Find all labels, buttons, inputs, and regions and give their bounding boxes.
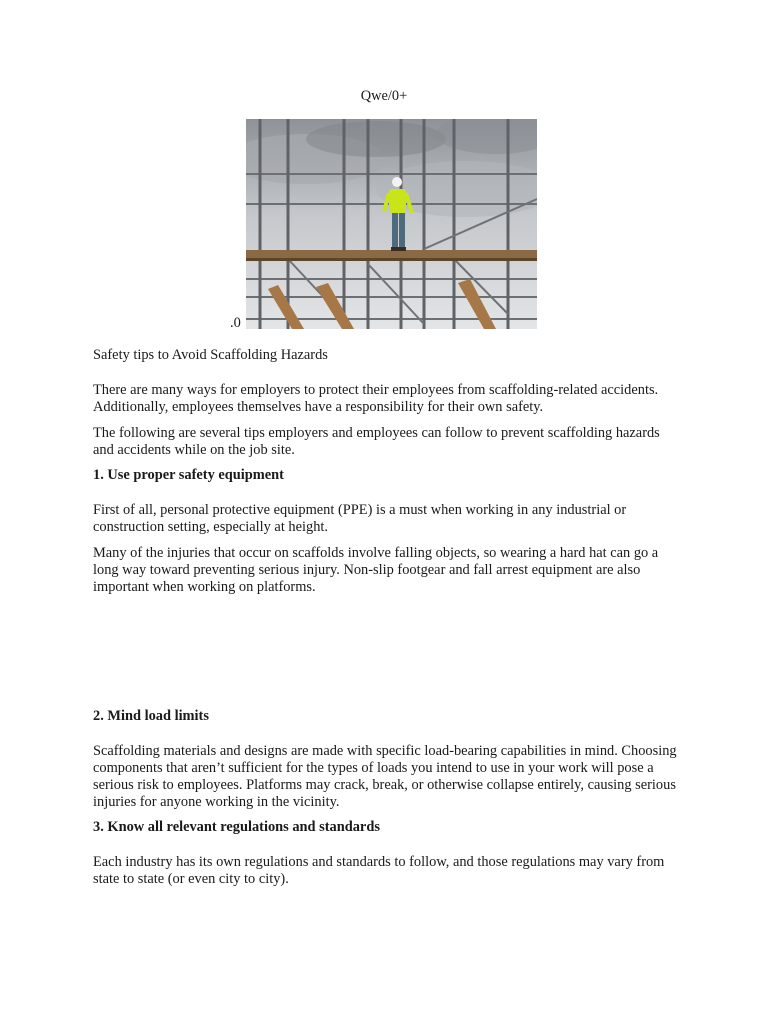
article-title: Safety tips to Avoid Scaffolding Hazards	[93, 347, 328, 363]
section-3-paragraph-1: Each industry has its own regulations and standards to follow, and those regulations may vary from state to state (or even city to city).	[93, 854, 665, 887]
section-1-paragraph-2: Many of the injuries that occur on scaffolds involve falling objects, so wearing a hard hat can go a long way toward preventing serious injury. Non-slip footgear and fall arrest equipment are also important when working on platforms.	[93, 545, 659, 595]
scaffolding-worker-photo	[246, 119, 537, 329]
section-1-paragraph-1: First of all, personal protective equipment (PPE) is a must when working in any industrial or construction setting, especially at height.	[93, 502, 627, 535]
section-1-heading: 1. Use proper safety equipment	[93, 467, 284, 483]
section-3-heading: 3. Know all relevant regulations and standards	[93, 819, 380, 835]
intro-paragraph-1: There are many ways for employers to protect their employees from scaffolding-related accidents. Additionally, employees themselves have a responsibility for their own safety.	[93, 382, 659, 415]
intro-paragraph-2: The following are several tips employers and employees can follow to prevent scaffolding hazards and accidents while on the job site.	[93, 425, 660, 458]
section-2-paragraph-1: Scaffolding materials and designs are made with specific load-bearing capabilities in mind. Choosing components that aren’t sufficient for the types of loads you intend to use in your work will pose a serious risk to employees. Platforms may crack, break, or otherwise collapse entirely, causing serious injuries for anyone working in the vicinity.	[93, 743, 677, 810]
page-header: Qwe/0+	[360, 88, 408, 104]
image-caption: .0	[230, 315, 241, 331]
section-2-heading: 2. Mind load limits	[93, 708, 209, 724]
